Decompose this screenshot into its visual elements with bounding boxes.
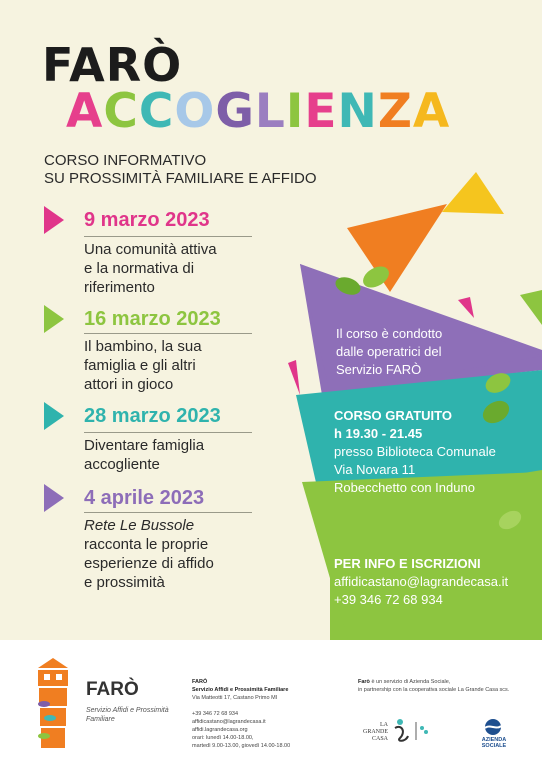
purple-line: dalle operatrici del — [336, 344, 442, 359]
yellow-triangle — [442, 172, 504, 214]
desc-line: racconta le proprie — [84, 536, 209, 553]
teal-box-text — [334, 407, 496, 497]
title-letter: A — [412, 84, 451, 139]
faro-tower-logo-icon — [30, 658, 76, 750]
contacts-title: FARÒ — [192, 679, 208, 685]
arrow-icon — [44, 484, 64, 512]
contacts-email: affidicastano@lagrandecasa.it — [192, 719, 266, 725]
desc-line: attori in gioco — [84, 376, 174, 393]
session-date: 9 marzo 2023 — [84, 209, 210, 231]
divider — [84, 333, 252, 334]
brand-sub-line: Familiare — [86, 716, 115, 723]
azienda-sociale-logo-icon — [480, 718, 506, 736]
arrow-icon — [44, 206, 64, 234]
lgc-logo-text: LA GRANDE CASA — [363, 722, 388, 742]
arrow-icon — [44, 305, 64, 333]
title-letter: I — [285, 84, 305, 139]
desc-line: Una comunità attiva — [84, 241, 217, 258]
title-letter: G — [215, 84, 255, 139]
arrow-icon — [44, 402, 64, 430]
title-letter: L — [254, 84, 286, 139]
purple-box-text — [336, 325, 442, 379]
desc-line: e prossimità — [84, 574, 165, 591]
desc-line-italic: Rete Le Bussole — [84, 517, 195, 534]
azienda-sociale-logo-text — [474, 737, 514, 749]
partnership-text: in partnership con la cooperativa sociale La Grande Casa scs. — [358, 687, 510, 693]
session-desc — [84, 240, 217, 297]
info-heading: PER INFO E ISCRIZIONI — [334, 556, 481, 571]
contacts-phone: +39 346 72 68 934 — [192, 711, 239, 717]
subtitle-line2: SU PROSSIMITÀ FAMILIARE E AFFIDO — [44, 170, 317, 187]
az-line: SOCIALE — [481, 743, 507, 749]
footer-brand: FARÒ — [86, 679, 139, 700]
footer — [0, 640, 542, 768]
contacts-address: Via Matteotti 17, Castano Primo MI — [192, 695, 278, 701]
desc-line: Diventare famiglia — [84, 437, 205, 454]
green-box-text — [334, 555, 508, 609]
venue-line: presso Biblioteca Comunale — [334, 444, 496, 459]
desc-line: famiglia e gli altri — [84, 357, 196, 374]
venue-line: Robecchetto con Induno — [334, 480, 475, 495]
contact-phone[interactable]: +39 346 72 68 934 — [334, 592, 443, 607]
session-date: 16 marzo 2023 — [84, 308, 221, 330]
title-letter: Z — [377, 84, 413, 139]
course-hours: h 19.30 - 21.45 — [334, 426, 423, 441]
partnership-bold: Farò — [358, 679, 370, 685]
orange-triangle — [347, 204, 447, 292]
title-faro: FARÒ — [42, 38, 183, 92]
subtitle-line1: CORSO INFORMATIVO — [44, 152, 207, 169]
desc-line: esperienze di affido — [84, 555, 214, 572]
free-course-label: CORSO GRATUITO — [334, 408, 452, 423]
title-accoglienza — [66, 84, 451, 139]
az-line: AZIENDA — [481, 737, 507, 743]
venue-line: Via Novara 11 — [334, 462, 416, 477]
footer-contacts — [192, 678, 290, 750]
divider — [84, 432, 252, 433]
partnership-text: è un servizio di Azienda Sociale, — [369, 679, 451, 685]
title-letter: N — [337, 84, 378, 139]
title-letter: C — [138, 84, 175, 139]
purple-line: Servizio FARÒ — [336, 362, 422, 377]
title-letter: A — [66, 84, 104, 139]
brand-sub-line: Servizio Affidi e Prossimità — [86, 707, 169, 714]
divider — [84, 512, 252, 513]
session-date: 28 marzo 2023 — [84, 405, 221, 427]
session-desc — [84, 436, 204, 474]
desc-line: e la normativa di — [84, 260, 195, 277]
contacts-web: affidi.lagrandecasa.org — [192, 727, 248, 733]
footer-brand-sub — [86, 706, 169, 724]
title-letter: O — [174, 84, 216, 139]
session-date: 4 aprile 2023 — [84, 487, 205, 509]
desc-line: Il bambino, la sua — [84, 338, 202, 355]
lgc-logo-icon — [392, 718, 432, 744]
contact-email[interactable]: affidicastano@lagrandecasa.it — [334, 574, 509, 589]
footer-partnership — [358, 678, 509, 694]
subtitle — [44, 152, 317, 188]
session-desc — [84, 516, 214, 592]
contacts-hours: orari: lunedì 14.00-18.00, — [192, 735, 254, 741]
desc-line: accogliente — [84, 456, 160, 473]
contacts-sub: Servizio Affidi e Prossimità Familiare — [192, 687, 289, 693]
desc-line: riferimento — [84, 279, 155, 296]
session-desc — [84, 337, 202, 394]
contacts-hours: martedì 9.00-13.00, giovedì 14.00-18.00 — [192, 743, 291, 749]
title-letter: E — [304, 84, 338, 139]
divider — [84, 236, 252, 237]
title-letter: C — [103, 84, 139, 139]
purple-line: Il corso è condotto — [336, 326, 443, 341]
